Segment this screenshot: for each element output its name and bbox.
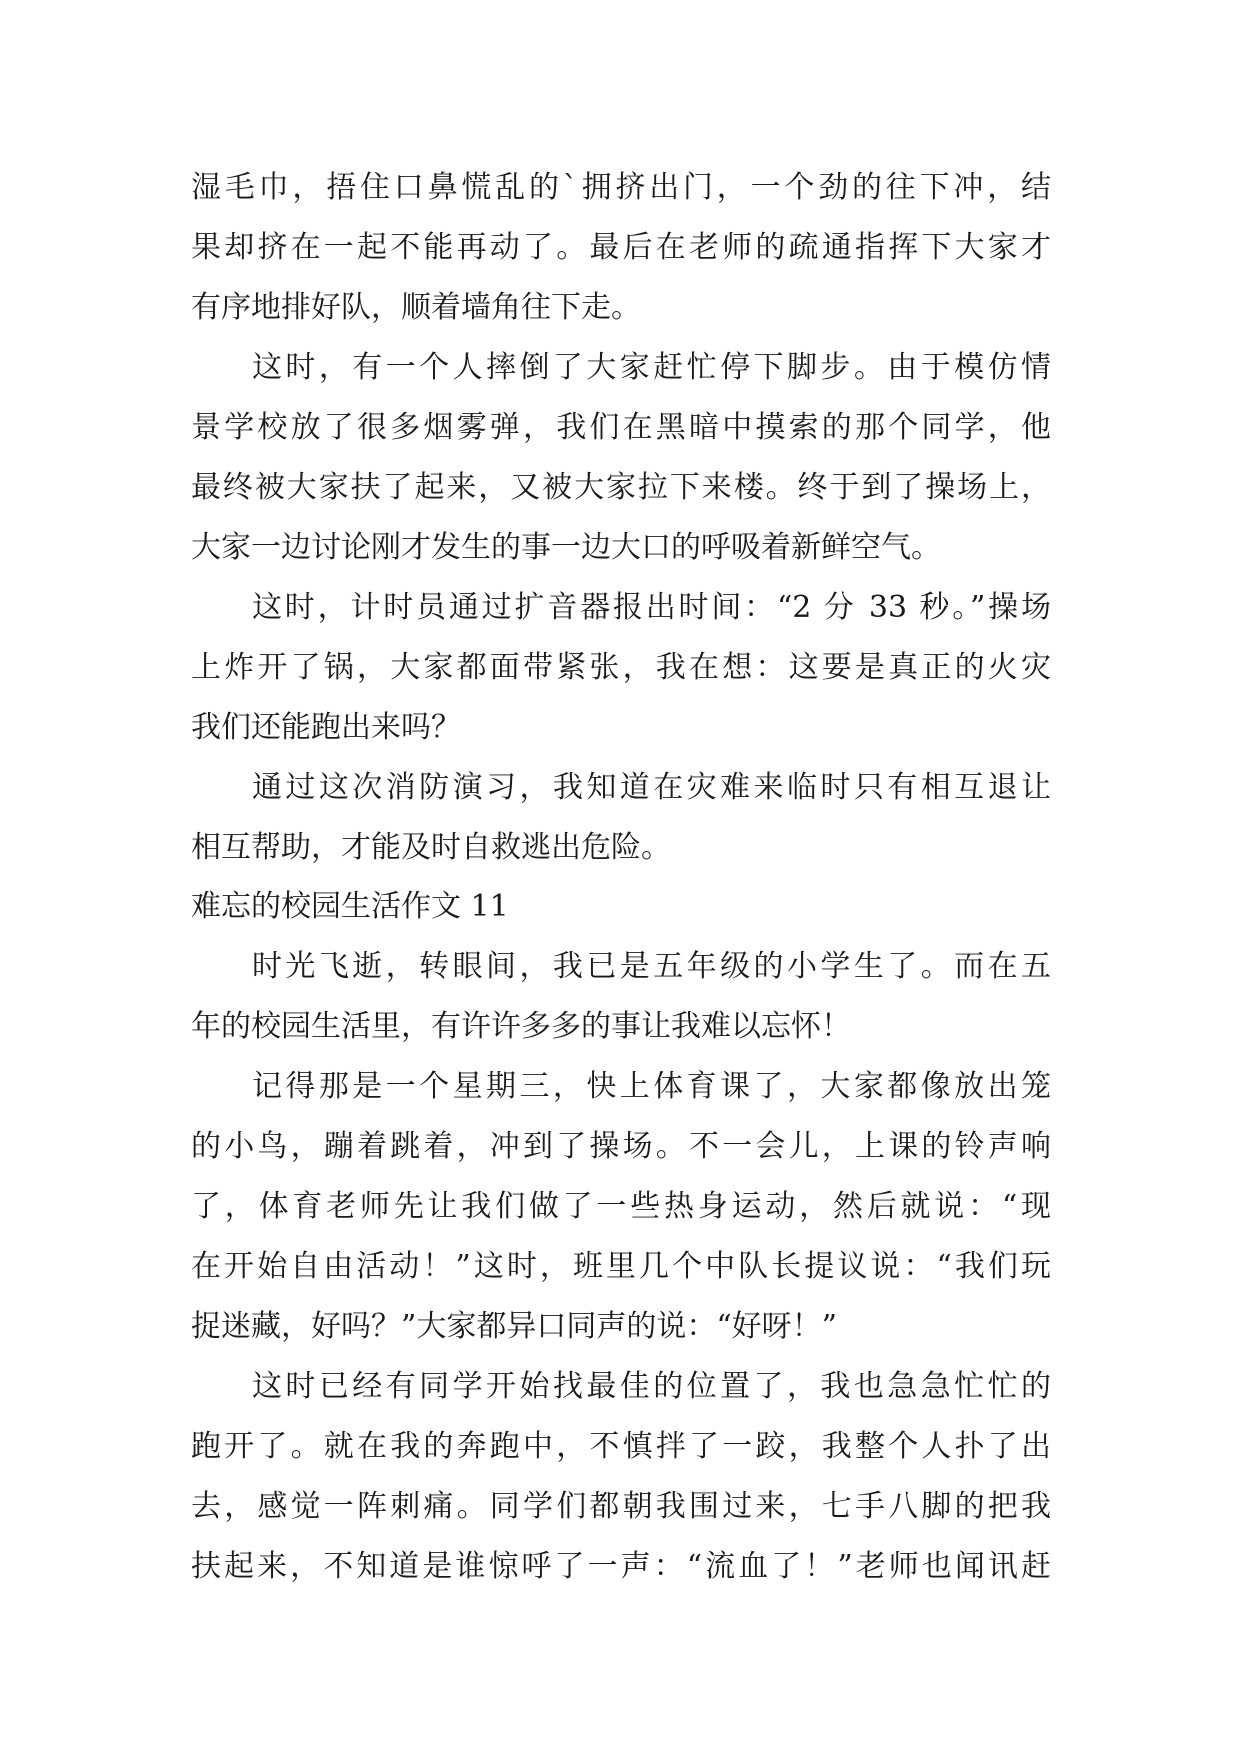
text-line: 扶起来，不知道是谁惊呼了一声：“流血了！”老师也闻讯赶 [191,1549,1051,1584]
text-line: 最终被大家扶了起来，又被大家拉下来楼。终于到了操场上， [191,470,1051,505]
text-line: 这时已经有同学开始找最佳的位置了，我也急急忙忙的 [252,1369,1051,1404]
text-line: 果却挤在一起不能再动了。最后在老师的疏通指挥下大家才 [191,230,1051,265]
text-line: 景学校放了很多烟雾弹，我们在黑暗中摸索的那个同学，他 [191,410,1051,445]
text-line: 在开始自由活动！”这时，班里几个中队长提议说：“我们玩 [191,1249,1051,1284]
text-line: 捉迷藏，好吗？”大家都异口同声的说：“好呀！” [191,1309,838,1344]
section-title: 难忘的校园生活作文 11 [191,889,509,924]
text-line: 上炸开了锅，大家都面带紧张，我在想：这要是真正的火灾 [191,650,1051,685]
text-line: 这时，有一个人摔倒了大家赶忙停下脚步。由于模仿情 [252,350,1051,385]
text-line: 我们还能跑出来吗？ [191,710,461,745]
text-line: 湿毛巾，捂住口鼻慌乱的`拥挤出门，一个劲的往下冲，结 [191,170,1051,205]
text-line: 通过这次消防演习，我知道在灾难来临时只有相互退让 [252,770,1051,805]
text-line: 去，感觉一阵刺痛。同学们都朝我围过来，七手八脚的把我 [191,1489,1051,1524]
text-line: 年的校园生活里，有许许多多的事让我难以忘怀！ [191,1009,851,1044]
text-line: 有序地排好队，顺着墙角往下走。 [191,290,641,325]
text-line: 时光飞逝，转眼间，我已是五年级的小学生了。而在五 [252,949,1051,984]
text-line: 相互帮助，才能及时自救逃出危险。 [191,830,671,865]
text-line: 这时，计时员通过扩音器报出时间：“2 分 33 秒。”操场 [252,590,1051,625]
text-line: 的小鸟，蹦着跳着，冲到了操场。不一会儿，上课的铃声响 [191,1129,1051,1164]
text-line: 了，体育老师先让我们做了一些热身运动，然后就说：“现 [191,1189,1051,1224]
text-line: 跑开了。就在我的奔跑中，不慎拌了一跤，我整个人扑了出 [191,1429,1051,1464]
text-line: 大家一边讨论刚才发生的事一边大口的呼吸着新鲜空气。 [191,530,941,565]
text-line: 记得那是一个星期三，快上体育课了，大家都像放出笼 [252,1069,1051,1104]
